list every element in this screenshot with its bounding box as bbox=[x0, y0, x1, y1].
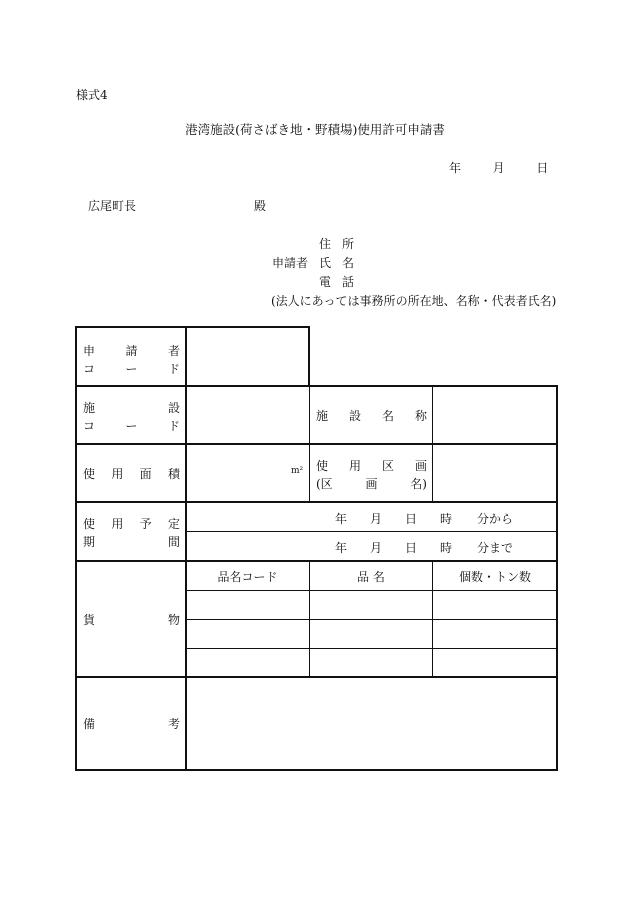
label-usage-zone: 使 用 区 画 (区 画 名) bbox=[316, 459, 427, 491]
header-quantity: 個数・トン数 bbox=[458, 570, 531, 584]
label-facility-code: 施 設 コ ー ド bbox=[83, 401, 180, 433]
applicant-note: (法人にあっては事務所の所在地、名称・代表者氏名) bbox=[271, 294, 557, 308]
label-applicant-code: 申 請 者 コ ー ド bbox=[83, 344, 180, 376]
cargo-row-1-quantity[interactable] bbox=[434, 592, 555, 618]
cargo-row-2-code[interactable] bbox=[188, 621, 308, 647]
cargo-row-2-quantity[interactable] bbox=[434, 621, 555, 647]
facility-code-input[interactable] bbox=[188, 388, 307, 442]
page-title: 港湾施設(荷さばき地・野積場)使用許可申請書 bbox=[185, 122, 445, 137]
form-number: 様式4 bbox=[76, 88, 108, 102]
cargo-row-2-name[interactable] bbox=[311, 621, 431, 647]
applicant-phone-label: 電 話 bbox=[319, 275, 354, 289]
cargo-row-1-name[interactable] bbox=[311, 592, 431, 618]
header-item-code: 品名コード bbox=[217, 570, 278, 584]
cargo-row-1-code[interactable] bbox=[188, 592, 308, 618]
label-cargo: 貨 物 bbox=[83, 613, 180, 627]
cargo-row-3-quantity[interactable] bbox=[434, 650, 555, 675]
date-day: 日 bbox=[536, 161, 549, 175]
usage-area-input[interactable] bbox=[188, 446, 307, 500]
date-year: 年 bbox=[449, 161, 462, 175]
header-item-name: 品 名 bbox=[357, 570, 385, 584]
label-usage-period: 使 用 予 定 期 間 bbox=[83, 517, 180, 549]
applicant-group-label: 申請者 bbox=[272, 256, 309, 270]
remarks-input[interactable] bbox=[188, 679, 555, 768]
addressee-name: 広尾町長 bbox=[88, 199, 137, 213]
date-line bbox=[449, 159, 548, 176]
cargo-row-3-name[interactable] bbox=[311, 650, 431, 675]
applicant-code-input[interactable] bbox=[188, 329, 307, 384]
date-month: 月 bbox=[492, 161, 505, 175]
applicant-address-label: 住 所 bbox=[319, 237, 354, 251]
usage-zone-input[interactable] bbox=[434, 446, 555, 500]
addressee-honorific: 殿 bbox=[254, 199, 267, 213]
cargo-row-3-code[interactable] bbox=[188, 650, 308, 675]
label-facility-name: 施 設 名 称 bbox=[316, 409, 427, 423]
area-unit: m² bbox=[291, 466, 304, 476]
facility-name-input[interactable] bbox=[434, 388, 555, 442]
label-remarks: 備 考 bbox=[83, 717, 180, 731]
label-usage-area: 使 用 面 積 bbox=[83, 467, 180, 481]
applicant-name-label: 氏 名 bbox=[319, 256, 354, 270]
